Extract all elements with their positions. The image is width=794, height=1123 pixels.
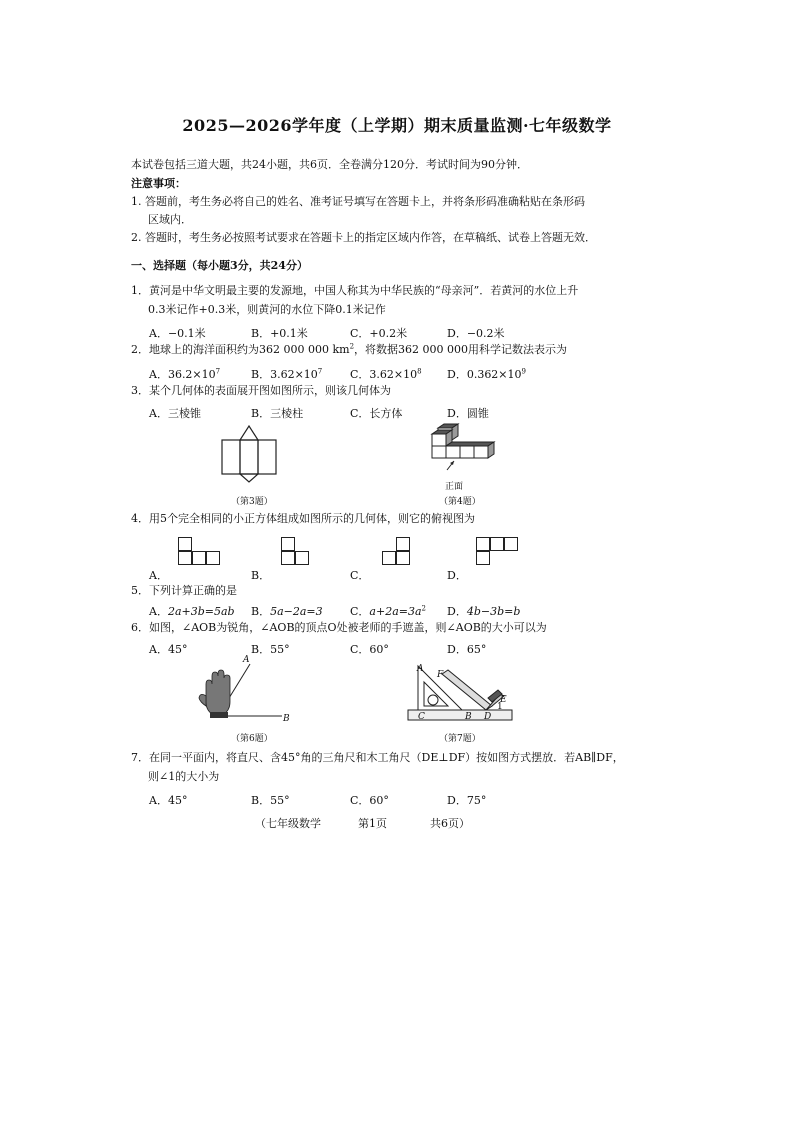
q7-caption: （第7题） bbox=[439, 734, 481, 744]
q3-stem: 3．某个几何体的表面展开图如图所示，则该几何体为 bbox=[131, 384, 391, 397]
q4-cube-figure bbox=[428, 424, 500, 474]
q2-stem: 2．地球上的海洋面积约为362 000 000 $km^2$，将数据362 000 000用科学记数法表示为 bbox=[131, 342, 568, 356]
footer-page: 第1页 bbox=[358, 817, 387, 830]
footer-total: 共6页） bbox=[430, 817, 470, 830]
section-heading: 一、选择题（每小题3分，共24分） bbox=[131, 259, 308, 272]
q5-option-a: A．2a+3b=5ab bbox=[149, 605, 235, 618]
q5-stem: 5．下列计算正确的是 bbox=[131, 584, 237, 597]
q3-option-d: D．圆锥 bbox=[447, 407, 489, 420]
q4-option-b-letter: B． bbox=[251, 569, 271, 582]
q6-label-a: A bbox=[243, 655, 250, 665]
q4-option-c-letter: C． bbox=[350, 569, 370, 582]
hand-icon bbox=[199, 670, 230, 714]
q5-option-c: C．$a+2a=3a^2$ bbox=[350, 604, 426, 618]
page-title: 2025—2026学年度（上学期）期末质量监测·七年级数学 bbox=[182, 116, 612, 135]
q1-stem-line1: 1．黄河是中华文明最主要的发源地，中国人称其为中华民族的“母亲河”．若黄河的水位上升 bbox=[131, 284, 579, 297]
q7-option-b: B．55° bbox=[251, 794, 290, 807]
intro-text: 本试卷包括三道大题，共24小题，共6页．全卷满分120分．考试时间为90分钟． bbox=[131, 158, 528, 171]
q6-stem: 6．如图，∠AOB为锐角，∠AOB的顶点O处被老师的手遮盖，则∠AOB的大小可以为 bbox=[131, 621, 547, 634]
q1-option-b: B．+0.1米 bbox=[251, 327, 308, 340]
q3-net-figure bbox=[220, 424, 300, 484]
notes-heading: 注意事项： bbox=[131, 177, 186, 190]
q2-option-d: D．$0.362\times 10^9$ bbox=[447, 367, 526, 381]
q7-option-a: A．45° bbox=[149, 794, 188, 807]
q1-stem-line2: 0.3米记作+0.3米，则黄河的水位下降0.1米记作 bbox=[148, 303, 386, 316]
note-1: 1. 答题前，考生务必将自己的姓名、准考证号填写在答题卡上，并将条形码准确粘贴在条形码 bbox=[131, 195, 585, 208]
q7-label-f: F bbox=[437, 670, 444, 680]
q3-caption: （第3题） bbox=[231, 497, 273, 507]
q4-caption: （第4题） bbox=[439, 497, 481, 507]
q7-stem-line1: 7．在同一平面内，将直尺、含45°角的三角尺和木工角尺（DE⊥DF）按如图方式摆放．若AB∥DF， bbox=[131, 751, 624, 764]
q2-option-b: B．$3.62\times 10^7$ bbox=[251, 367, 323, 381]
q6-angle-figure bbox=[196, 662, 296, 722]
note-1-cont: 区域内． bbox=[148, 213, 192, 226]
q6-option-d: D．65° bbox=[447, 643, 487, 656]
q7-label-a: A bbox=[417, 664, 424, 674]
q4-front-label: 正面 bbox=[445, 482, 464, 492]
footer-subject: （七年级数学 bbox=[255, 817, 321, 830]
q6-option-c: C．60° bbox=[350, 643, 389, 656]
q6-option-b: B．55° bbox=[251, 643, 290, 656]
q3-option-b: B．三棱柱 bbox=[251, 407, 304, 420]
q1-option-d: D．−0.2米 bbox=[447, 327, 505, 340]
q1-option-a: A．−0.1米 bbox=[149, 327, 206, 340]
q2-option-a: A．$36.2\times 10^7$ bbox=[149, 367, 221, 381]
q6-label-b: B bbox=[283, 714, 290, 724]
q6-caption: （第6题） bbox=[231, 734, 273, 744]
q7-stem-line2: 则∠1的大小为 bbox=[148, 770, 220, 783]
note-2: 2. 答题时，考生务必按照考试要求在答题卡上的指定区域内作答，在草稿纸、试卷上答题无效． bbox=[131, 231, 596, 244]
q7-label-d: D bbox=[484, 712, 492, 722]
q7-option-d: D．75° bbox=[447, 794, 487, 807]
q4-stem: 4．用5个完全相同的小正方体组成如图所示的几何体，则它的俯视图为 bbox=[131, 512, 475, 525]
q7-label-1: 1 bbox=[497, 702, 503, 712]
q4-option-a-letter: A． bbox=[149, 569, 168, 582]
q4-option-d-letter: D． bbox=[447, 569, 467, 582]
q5-option-d: D．4b−3b=b bbox=[447, 605, 521, 618]
q1-option-c: C．+0.2米 bbox=[350, 327, 408, 340]
q7-option-c: C．60° bbox=[350, 794, 389, 807]
q7-label-c: C bbox=[418, 712, 425, 722]
q3-option-a: A．三棱锥 bbox=[149, 407, 201, 420]
q7-label-b: B bbox=[465, 712, 472, 722]
q3-option-c: C．长方体 bbox=[350, 407, 403, 420]
q6-option-a: A．45° bbox=[149, 643, 188, 656]
q5-option-b: B．5a−2a=3 bbox=[251, 605, 323, 618]
q2-option-c: C．$3.62\times 10^8$ bbox=[350, 367, 422, 381]
q7-label-e: E bbox=[500, 695, 507, 705]
